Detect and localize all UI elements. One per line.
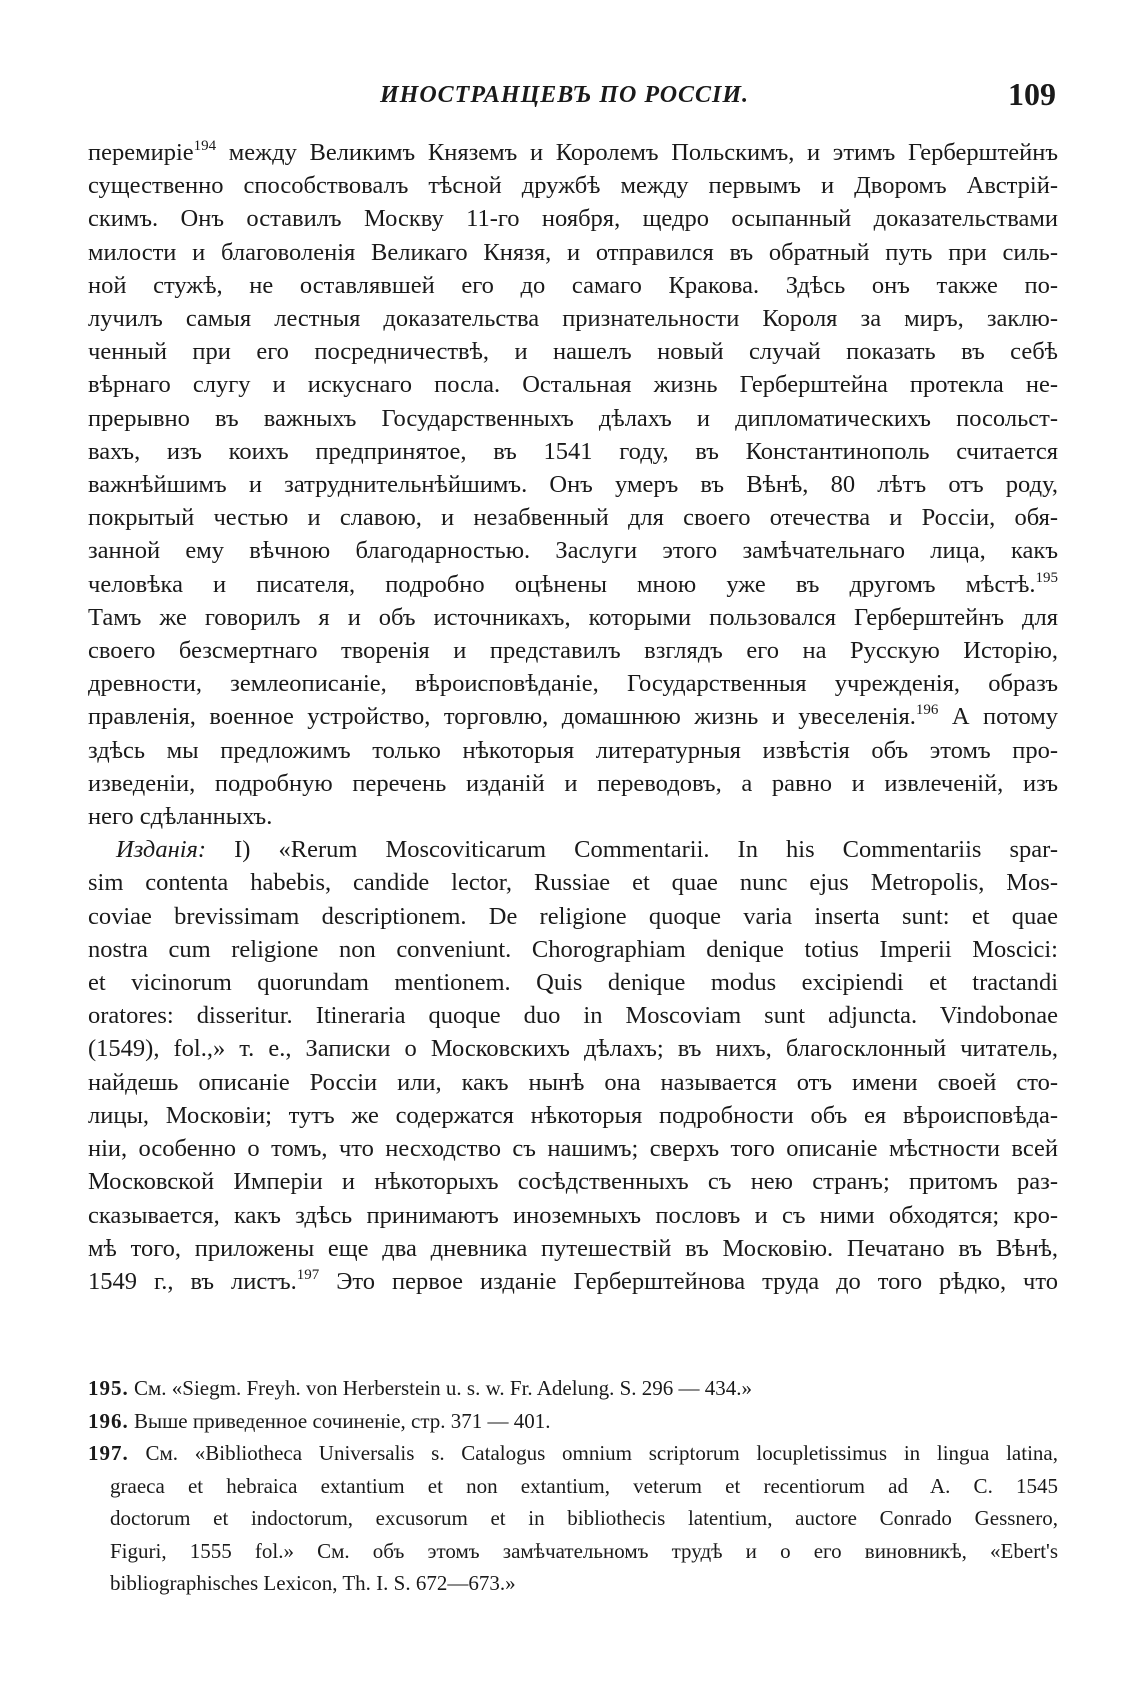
text-line: милости и благоволенія Великаго Князя, и отправился въ обратный путь при силь- [88,238,1058,266]
text-line: своего безсмертнаго творенія и представилъ взглядъ его на Русскую Исторію, [88,637,1058,665]
text-line: изведеніи, подробную перечень изданій и переводовъ, а равно и извлеченій, изъ [88,769,1058,797]
text-line: ной стужѣ, не оставлявшей его до самаго Кракова. Здѣсь онъ также по- [88,271,1058,299]
text-line: мѣ того, приложены еще два дневника путешествій въ Московію. Печатано въ Вѣнѣ, [88,1234,1058,1262]
text-line: sim contenta habebis, candide lector, Russiae et quae nunc ejus Metropolis, Mos- [88,869,1058,897]
text-line: него сдѣланныхъ. [88,803,273,831]
text-line: вѣрнаго слугу и искуснаго посла. Остальная жизнь Герберштейна протекла не- [88,371,1058,399]
text-line: правленія, военное устройство, торговлю, домашнюю жизнь и увеселенія.$^{196}$ А потому [88,702,1058,731]
footnote-line: Figuri, 1555 fol.» См. объ этомъ замѣчательномъ трудѣ и о его виновникѣ, «Ebert's [110,1538,1058,1563]
text-line: лучилъ самыя лестныя доказательства признательности Короля за миръ, заклю- [88,305,1058,333]
footnote-number: 195. [88,1376,129,1400]
footnote-line: doctorum et indoctorum, excusorum et in bibliothecis latentium, auctore Conrado Gessnero, [110,1506,1058,1530]
footnote-line: bibliographisches Lexicon, Th. I. S. 672—673.» [110,1571,516,1595]
text-line: занной ему вѣчною благодарностью. Заслуги этого замѣчательнаго лица, какъ [88,537,1058,565]
footnote-195: 195. См. «Siegm. Freyh. von Herberstein u. s. w. Fr. Adelung. S. 296 — 434.» [88,1376,752,1400]
running-title: ИНОСТРАНЦЕВЪ ПО РОССІИ. [380,82,750,108]
footnote-ref-195[interactable]: 195 [1035,569,1058,586]
page-number: 109 [1008,76,1056,112]
text-line: древности, землеописаніе, вѣроисповѣданіе, Государственныя учрежденія, образъ [88,670,1058,698]
text-line: coviae brevissimam descriptionem. De religione quoque varia inserta sunt: et quae [88,902,1058,930]
footnote-ref-194[interactable]: 194 [193,138,217,154]
footnote-ref-197[interactable]: 197 [296,1266,320,1283]
text-line: перемиріе$^{194}$ между Великимъ Княземъ и Королемъ Польскимъ, и этимъ Герберштейнъ [88,138,1058,166]
text-line: существенно способствовалъ тѣсной дружбѣ между первымъ и Дворомъ Австрій- [88,172,1058,200]
footnote-number: 196. [88,1408,129,1433]
text-line: сказывается, какъ здѣсь принимаютъ иноземныхъ пословъ и съ ними обходятся; кро- [88,1201,1058,1229]
text-line: et vicinorum quorundam mentionem. Quis denique modus excipiendi et tractandi [88,969,1058,997]
text-line: Тамъ же говорилъ я и объ источникахъ, которыми пользовался Герберштейнъ для [88,603,1058,631]
footnote-number: 197. [88,1441,129,1465]
text-line: покрытый честью и славою, и незабвенный для своего отечества и Россіи, обя- [88,504,1058,532]
text-line: важнѣйшимъ и затруднительнѣйшимъ. Онъ умеръ въ Вѣнѣ, 80 лѣтъ отъ роду, [88,471,1058,499]
main-text [88,136,1058,1298]
text-line: здѣсь мы предложимъ только нѣкоторыя литературныя извѣстія объ этомъ про- [88,736,1058,764]
footnotes [88,1372,1058,1600]
text-line: найдешь описаніе Россіи или, какъ нынѣ она называется отъ имени своей сто- [88,1068,1058,1096]
text-line: ніи, особенно о томъ, что несходство съ нашимъ; сверхъ того описаніе мѣстности всей [88,1135,1058,1163]
text-line: вахъ, изъ коихъ предпринятое, въ 1541 году, въ Константинополь считается [88,437,1058,465]
text-line: (1549), fol.,» т. е., Записки о Московскихъ дѣлахъ; въ нихъ, благосклонный читатель, [88,1035,1058,1063]
text-line: Изданія: I) «Rerum Moscoviticarum Commentarii. In his Commentariis spar- [116,836,1058,864]
text-line: ченный при его посредничествѣ, и нашелъ новый случай показать въ себѣ [88,338,1058,366]
text-line: oratores: disseritur. Itineraria quoque duo in Moscoviam sunt adjuncta. Vindobonae [88,1002,1058,1030]
text-line: 1549 г., въ листъ.$^{197}$ Это первое изданіе Герберштейнова труда до того рѣдко, что [88,1266,1059,1295]
editions-label: Изданія: [116,836,207,864]
text-line: скимъ. Онъ оставилъ Москву 11-го ноября, щедро осыпанный доказательствами [88,205,1058,233]
text-line: человѣка и писателя, подробно оцѣнены мною уже въ другомъ мѣстѣ.$^{195}$ [88,569,1058,598]
text-line: лицы, Московіи; тутъ же содержатся нѣкоторыя подробности объ ея вѣроисповѣда- [88,1101,1058,1129]
text-line: nostra cum religione non conveniunt. Chorographiam denique totius Imperii Moscici: [88,935,1058,963]
footnote-197: 197. См. «Bibliotheca Universalis s. Catalogus omnium scriptorum locupletissimus in lingua latina, [88,1441,1058,1465]
text-line: прерывно въ важныхъ Государственныхъ дѣлахъ и дипломатическихъ посольст- [88,404,1058,432]
footnote-line: graeca et hebraica extantium et non extantium, veterum et recentiorum ad A. C. 1545 [110,1473,1058,1498]
footnote-ref-196[interactable]: 196 [915,702,939,719]
text-line: Московской Имперіи и нѣкоторыхъ сосѣдственныхъ съ нею странъ; притомъ раз- [88,1168,1058,1196]
footnote-196: 196. Выше приведенное сочиненіе, стр. 371 — 401. [88,1408,551,1433]
